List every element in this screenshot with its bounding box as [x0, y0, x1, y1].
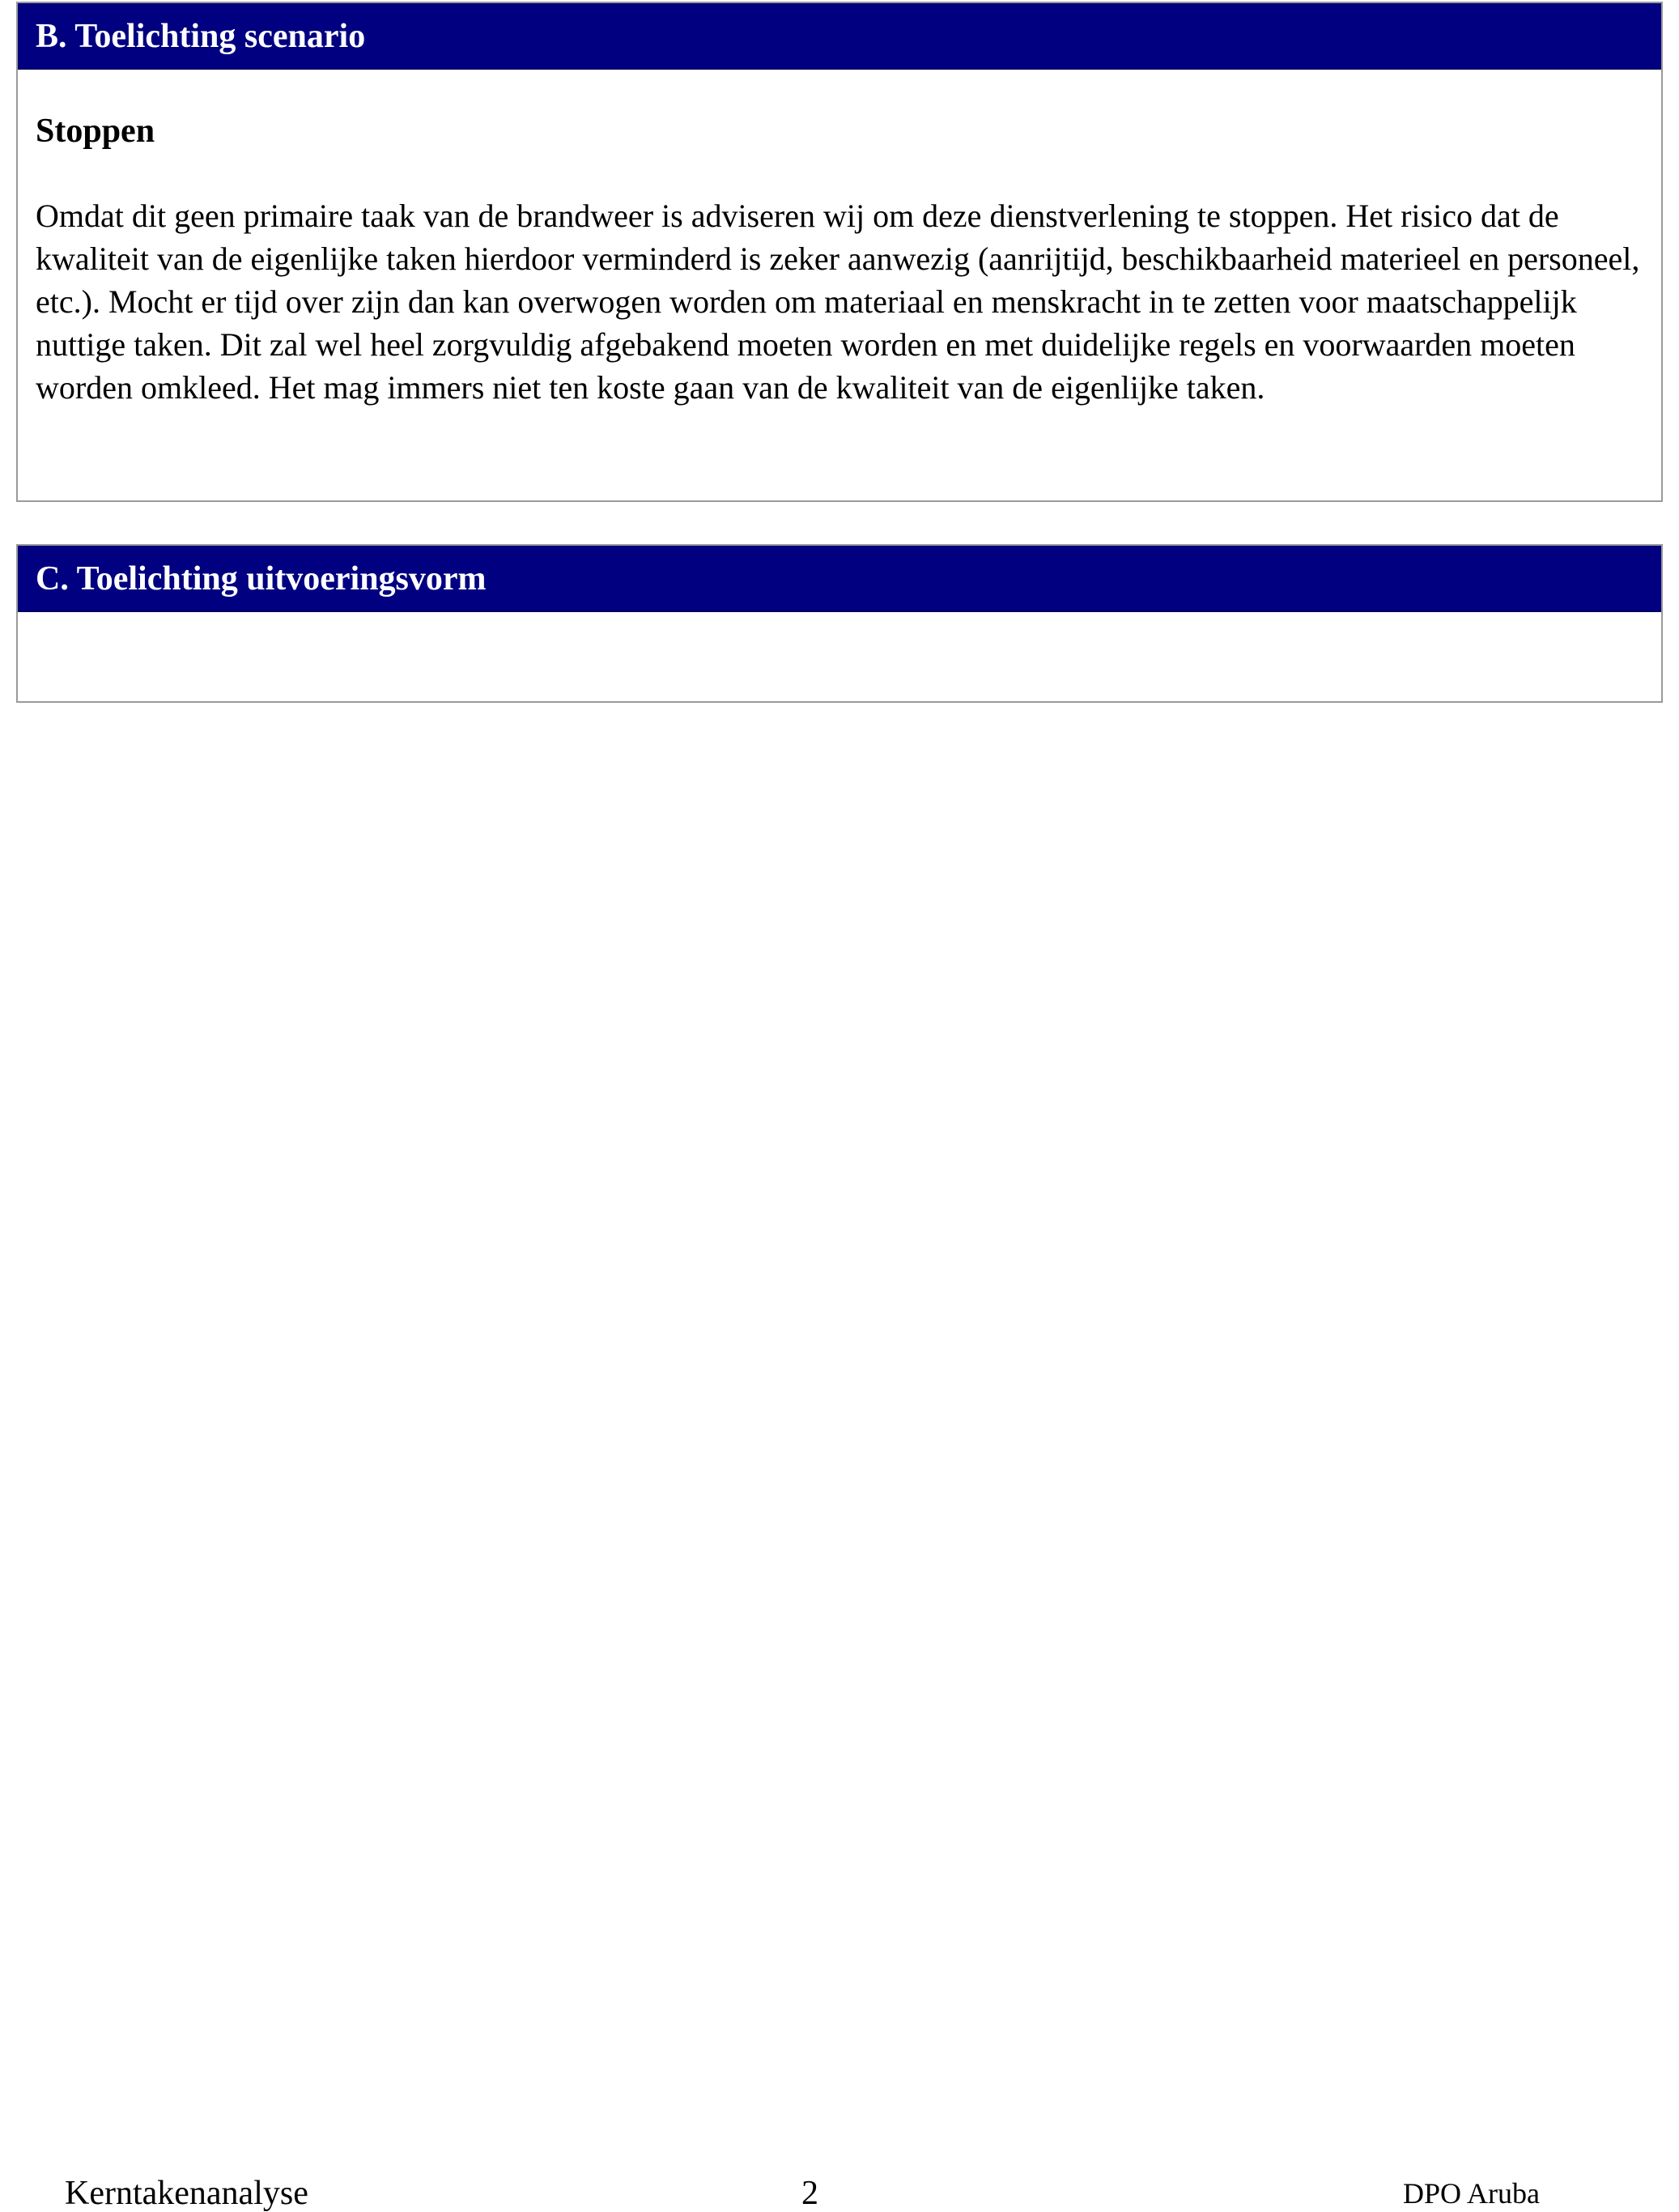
section-b-header: B. Toelichting scenario: [18, 3, 1661, 70]
footer-document-title: Kerntakenanalyse: [65, 2175, 308, 2212]
section-c-header: C. Toelichting uitvoeringsvorm: [18, 546, 1661, 612]
section-c-box: [16, 544, 1663, 703]
section-b-paragraph: Omdat dit geen primaire taak van de brandweer is adviseren wij om deze dienstverlening te stoppen. Het risico dat de kwaliteit van de eigenlijke taken hierdoor verminderd is zeker aanwezig (aanrijtijd, beschikbaarheid materieel en personeel, etc.). Mocht er tijd over zijn dan kan overwogen worden om materiaal en menskracht in te zetten voor maatschappelijk nuttige taken. Dit zal wel heel zorgvuldig afgebakend moeten worden en met duidelijke regels en voorwaarden moeten worden omkleed. Het mag immers niet ten koste gaan van de kwaliteit van de eigenlijke taken.: [36, 198, 1640, 406]
section-c-body: [18, 612, 1661, 653]
footer-organization: DPO Aruba: [1403, 2177, 1540, 2210]
section-b-box: [16, 2, 1663, 502]
page-footer: [0, 2176, 1679, 2210]
footer-page-number: 2: [801, 2175, 818, 2212]
section-b-subheading: Stoppen: [36, 113, 155, 150]
section-b-body: [18, 70, 1661, 409]
